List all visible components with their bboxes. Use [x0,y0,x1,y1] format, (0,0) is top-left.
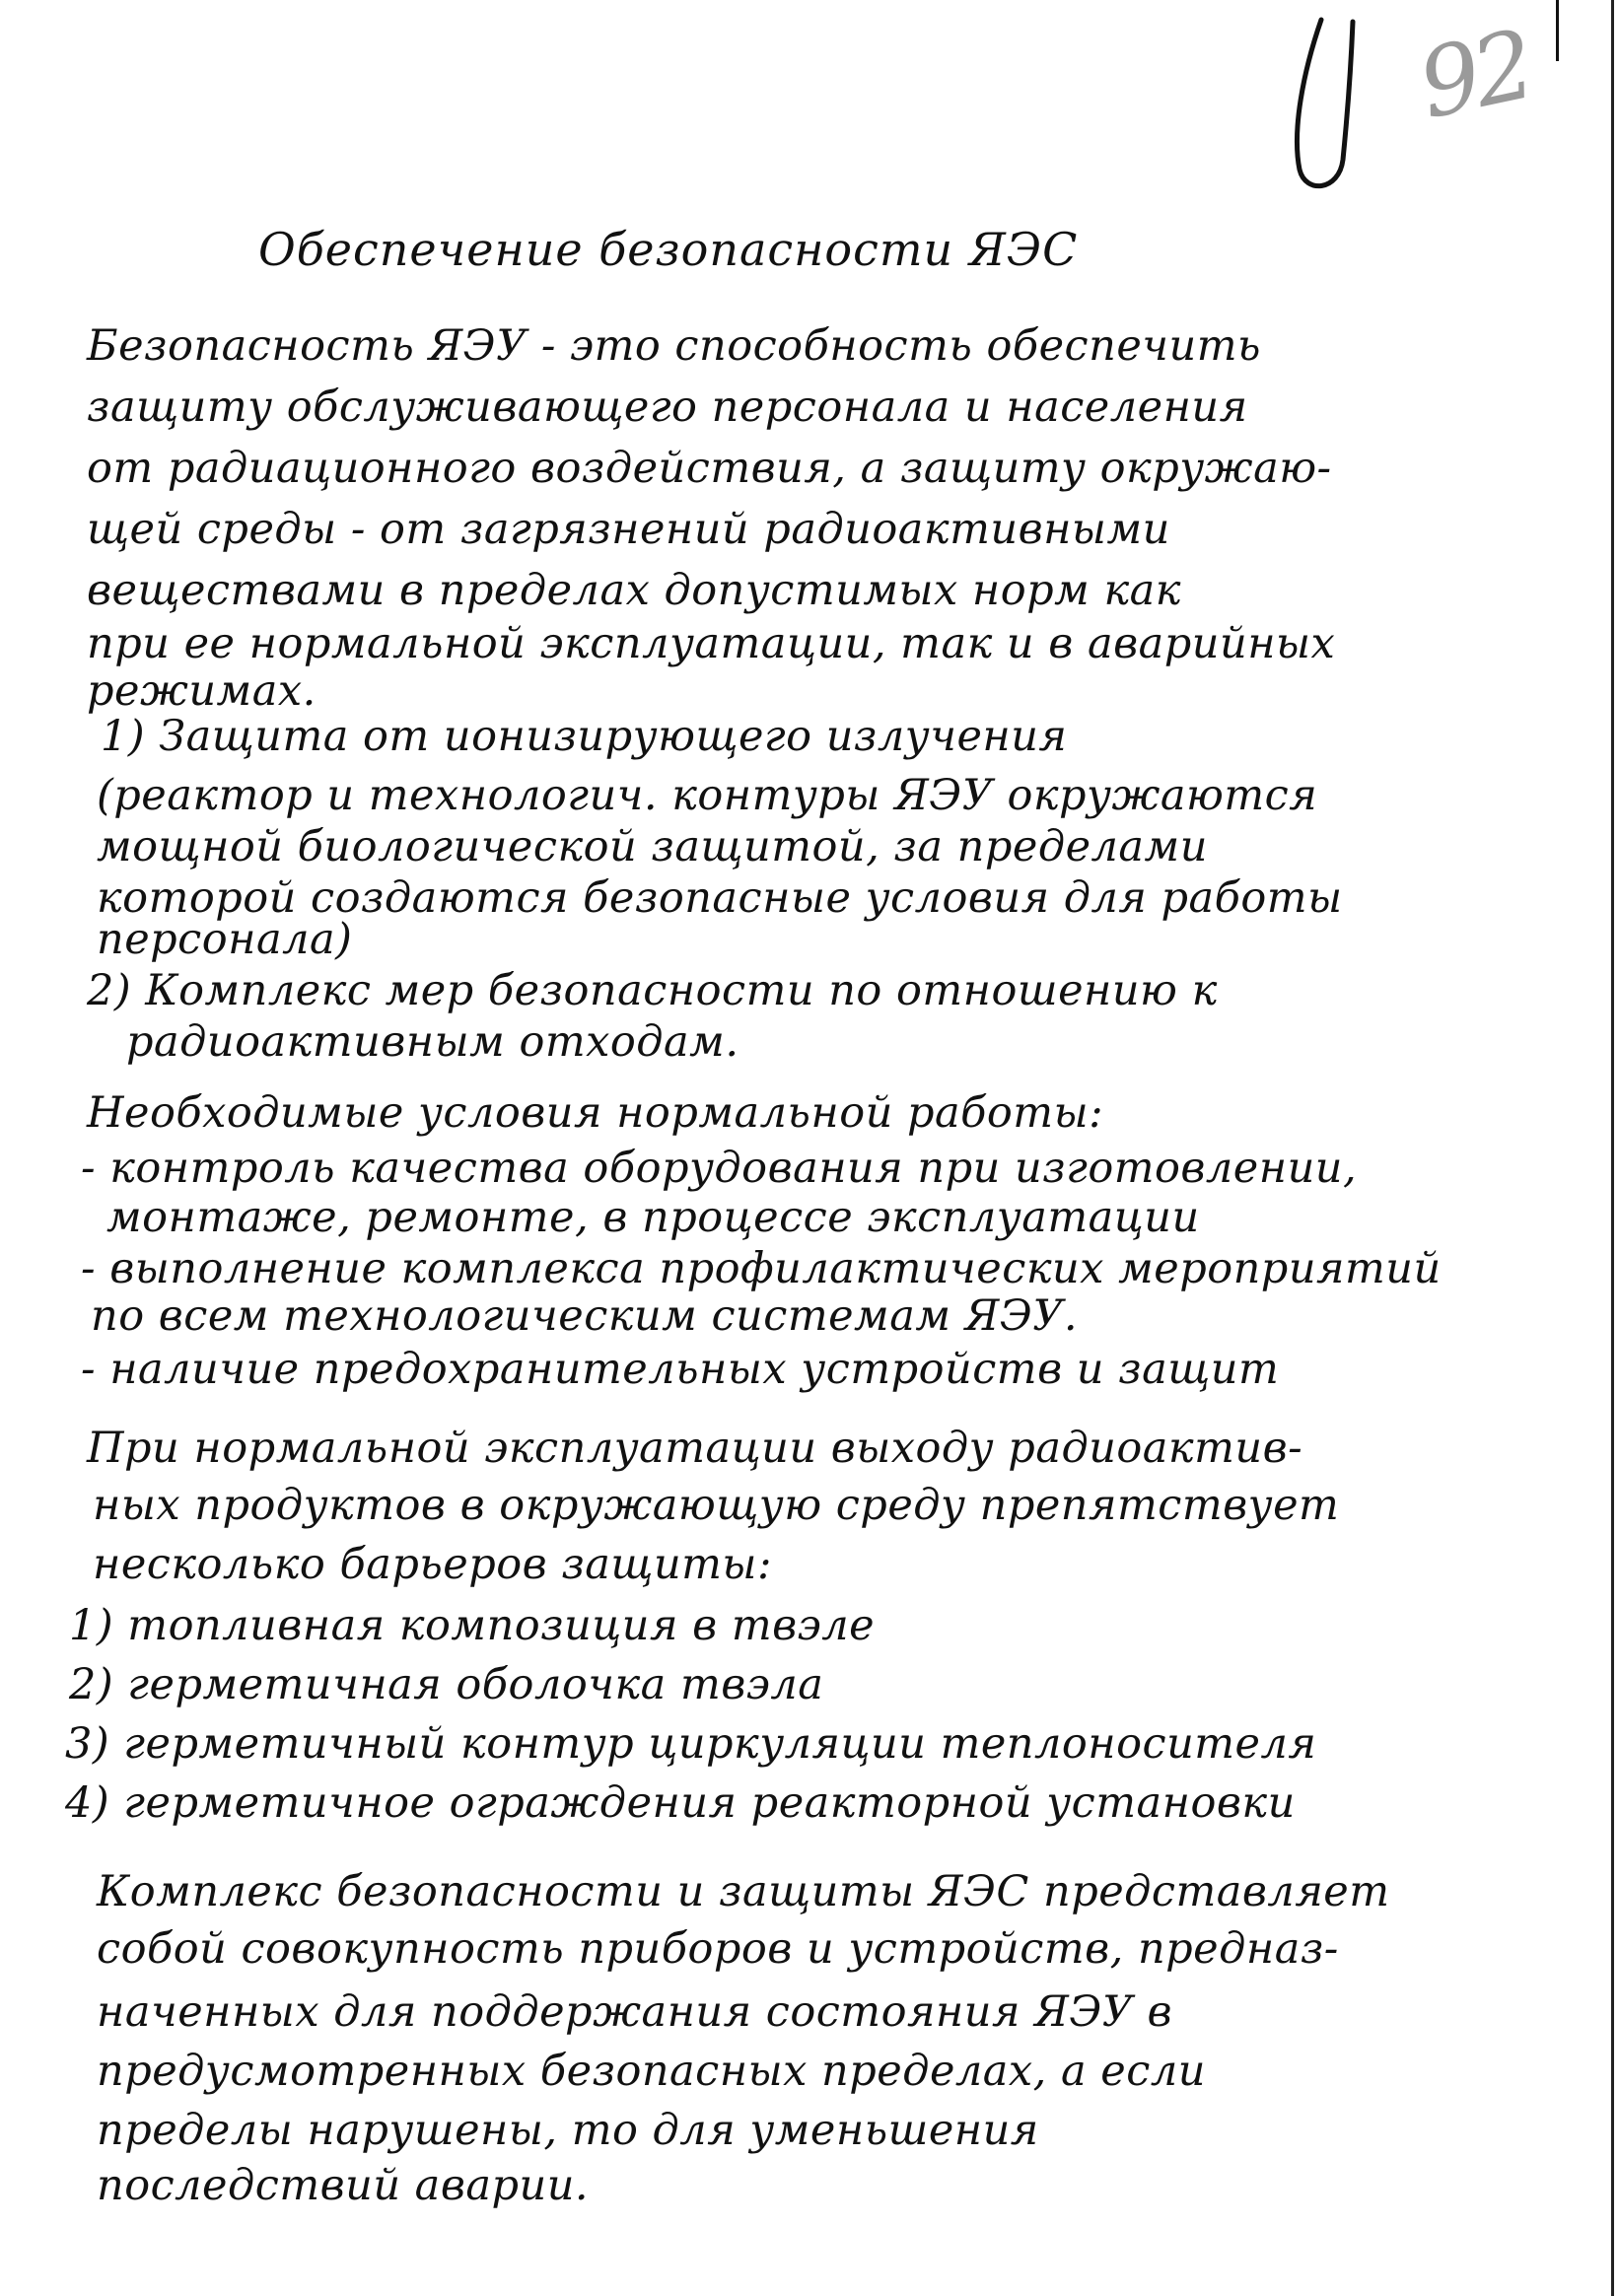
protection-item: 2) Комплекс мер безопасности по отношению к [87,966,1218,1015]
paperclip-mark [1282,12,1361,199]
protection-item: персонала) [97,915,353,964]
protection-item: 1) Защита от ионизирующего излучения [101,712,1068,761]
barrier-item: 2) герметичная оболочка твэла [69,1660,824,1709]
page-number: 92 [1409,9,1539,141]
complex-line: последствий аварии. [97,2161,590,2210]
protection-item: которой создаются безопасные условия для работы [97,873,1343,923]
paragraph1-line: от радиационного воздействия, а защиту окружаю- [87,444,1332,493]
protection-item: мощной биологической защитой, за пределами [97,822,1208,871]
barriers-line: ных продуктов в окружающую среду препятствует [93,1481,1340,1530]
paragraph1-line: при ее нормальной эксплуатации, так и в аварийных [87,619,1336,668]
conditions-line: - контроль качества оборудования при изготовлении, [81,1144,1358,1193]
paragraph1-line: веществами в пределах допустимых норм как [87,566,1181,615]
complex-line: предусмотренных безопасных пределах, а если [97,2047,1206,2096]
conditions-line: - выполнение комплекса профилактических мероприятий [81,1244,1442,1293]
paragraph1-line: щей среды - от загрязнений радиоактивными [87,505,1170,554]
barrier-item: 4) герметичное ограждения реакторной установки [65,1778,1296,1828]
complex-line: наченных для поддержания состояния ЯЭУ в [97,1987,1172,2037]
paragraph1-line: режимах. [87,666,317,716]
barriers-line: несколько барьеров защиты: [93,1540,772,1589]
conditions-line: по всем технологическим системам ЯЭУ. [91,1291,1079,1341]
complex-line: собой совокупность приборов и устройств, предназ- [97,1924,1339,1974]
conditions-line: монтаже, ремонте, в процессе эксплуатации [106,1193,1200,1242]
protection-item: радиоактивным отходам. [126,1017,739,1067]
barriers-line: При нормальной эксплуатации выходу радиоактив- [87,1424,1303,1473]
paragraph1-line: защиту обслуживающего персонала и населения [87,383,1248,432]
paragraph1-line: Безопасность ЯЭУ - это способность обеспечить [87,321,1261,371]
conditions-line: - наличие предохранительных устройств и защит [81,1345,1280,1394]
page-right-edge [1611,0,1614,2296]
conditions-line: Необходимые условия нормальной работы: [87,1088,1104,1138]
page-title: Обеспечение безопасности ЯЭС [258,223,1079,276]
complex-line: Комплекс безопасности и защиты ЯЭС представляет [97,1867,1390,1916]
protection-item: (реактор и технологич. контуры ЯЭУ окружаются [97,771,1318,820]
barrier-item: 1) топливная композиция в твэле [69,1601,876,1650]
complex-line: пределы нарушены, то для уменьшения [97,2106,1039,2155]
barrier-item: 3) герметичный контур циркуляции теплоносителя [65,1719,1317,1769]
page-border-line [1556,0,1559,61]
